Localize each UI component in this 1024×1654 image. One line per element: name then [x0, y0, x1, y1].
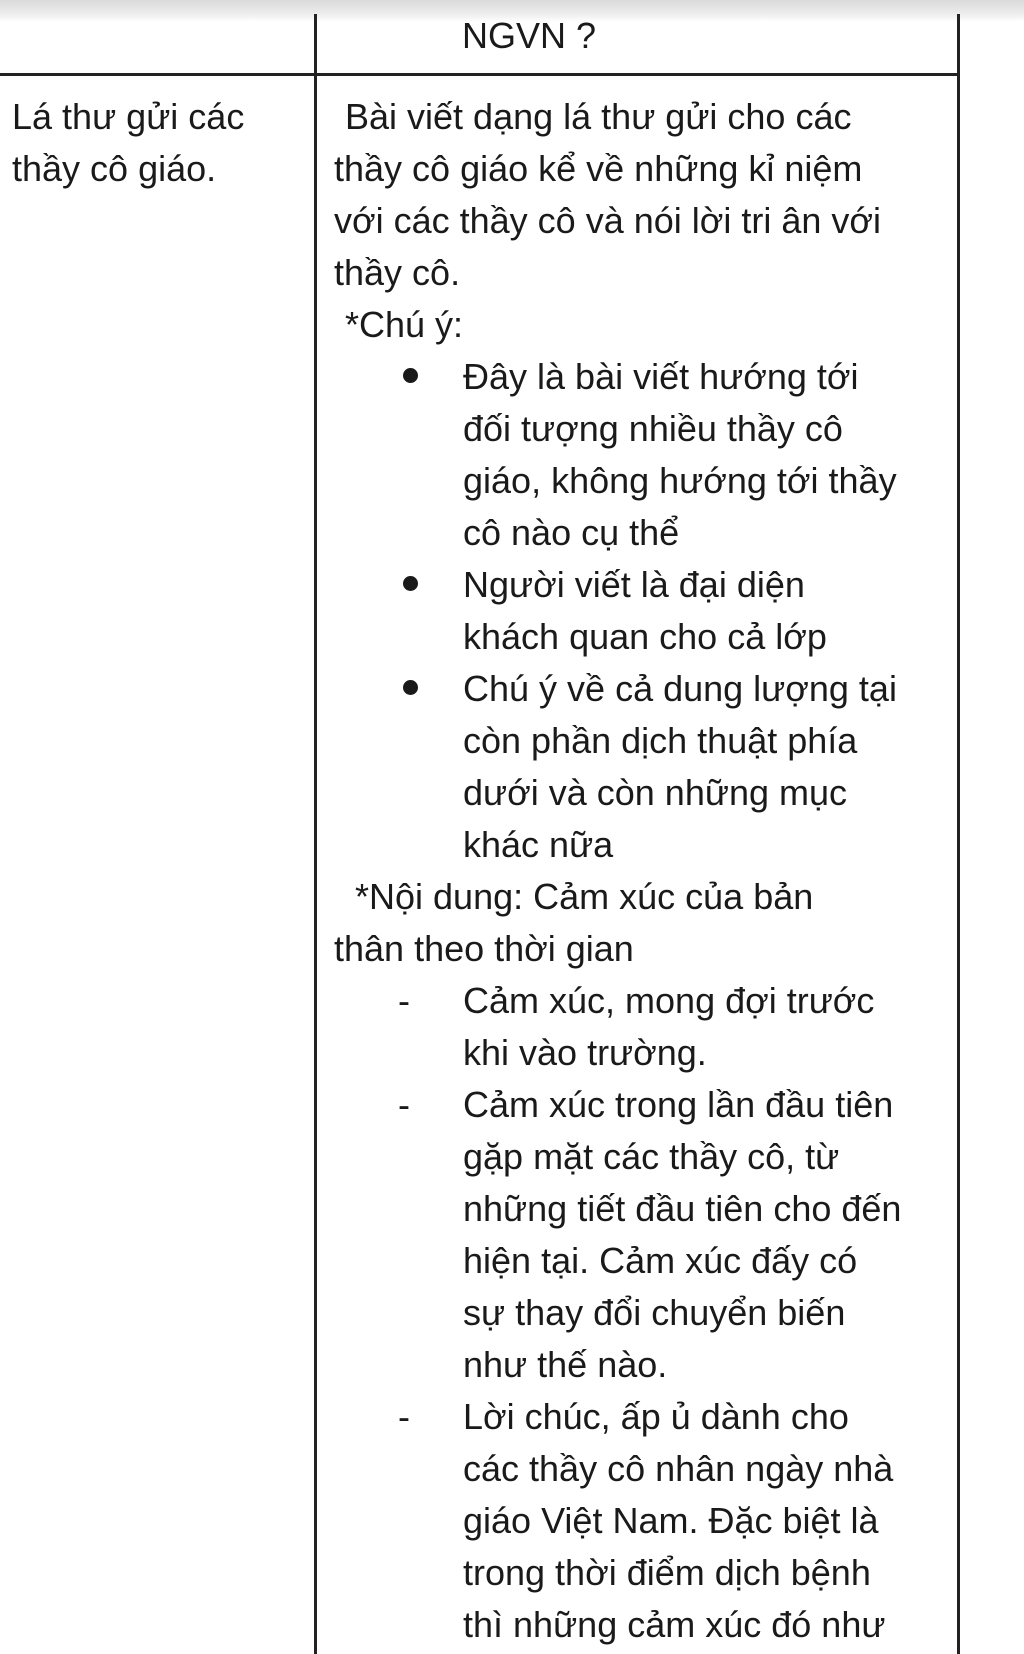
dash-line: trong thời điểm dịch bệnh	[463, 1552, 871, 1593]
dash-line: gặp mặt các thầy cô, từ	[463, 1136, 840, 1177]
intro-line: Bài viết dạng lá thư gửi cho các	[345, 96, 852, 137]
table-border-middle	[314, 14, 317, 1654]
dash-line: các thầy cô nhân ngày nhà	[463, 1448, 894, 1489]
dash-line: Lời chúc, ấp ủ dành cho	[463, 1396, 849, 1437]
bullet-line: giáo, không hướng tới thầy	[463, 460, 897, 501]
header-cell-text: NGVN ?	[462, 15, 597, 56]
dash-line: Cảm xúc trong lần đầu tiên	[463, 1084, 894, 1125]
bullet-line: Đây là bài viết hướng tới	[463, 356, 859, 397]
intro-line: với các thầy cô và nói lời tri ân với	[334, 200, 882, 241]
dash-line: thì những cảm xúc đó như	[463, 1604, 886, 1645]
content-heading-line: *Nội dung: Cảm xúc của bản	[355, 876, 814, 917]
bullet-line: đối tượng nhiều thầy cô	[463, 408, 843, 449]
dash-marker: -	[398, 1396, 410, 1437]
left-cell-line: Lá thư gửi các	[12, 96, 245, 137]
dash-line: như thế nào.	[463, 1344, 668, 1385]
bullet-line: khác nữa	[463, 824, 614, 865]
bullet-dot	[403, 576, 418, 591]
dash-line: Cảm xúc, mong đợi trước	[463, 980, 875, 1021]
intro-line: thầy cô.	[334, 252, 461, 293]
bullet-line: còn phần dịch thuật phía	[463, 720, 858, 761]
bullet-line: cô nào cụ thể	[463, 512, 680, 553]
dash-line: những tiết đầu tiên cho đến	[463, 1188, 902, 1229]
dash-line: khi vào trường.	[463, 1032, 707, 1073]
bullet-line: dưới và còn những mục	[463, 772, 847, 813]
bullet-line: Người viết là đại diện	[463, 564, 805, 605]
content-heading-line: thân theo thời gian	[334, 928, 634, 969]
dash-marker: -	[398, 980, 410, 1021]
bullet-dot	[403, 680, 418, 695]
bullet-line: khách quan cho cả lớp	[463, 616, 827, 657]
dash-line: sự thay đổi chuyển biến	[463, 1292, 846, 1333]
dash-line: giáo Việt Nam. Đặc biệt là	[463, 1500, 879, 1541]
table-border-right	[957, 14, 960, 1654]
note-heading: *Chú ý:	[345, 304, 464, 345]
table-row-divider	[0, 73, 960, 76]
dash-marker: -	[398, 1084, 410, 1125]
dash-line: hiện tại. Cảm xúc đấy có	[463, 1240, 858, 1281]
bullet-dot	[403, 368, 418, 383]
bullet-line: Chú ý về cả dung lượng tại	[463, 668, 897, 709]
intro-line: thầy cô giáo kể về những kỉ niệm	[334, 148, 863, 189]
left-cell-line: thầy cô giáo.	[12, 148, 217, 189]
